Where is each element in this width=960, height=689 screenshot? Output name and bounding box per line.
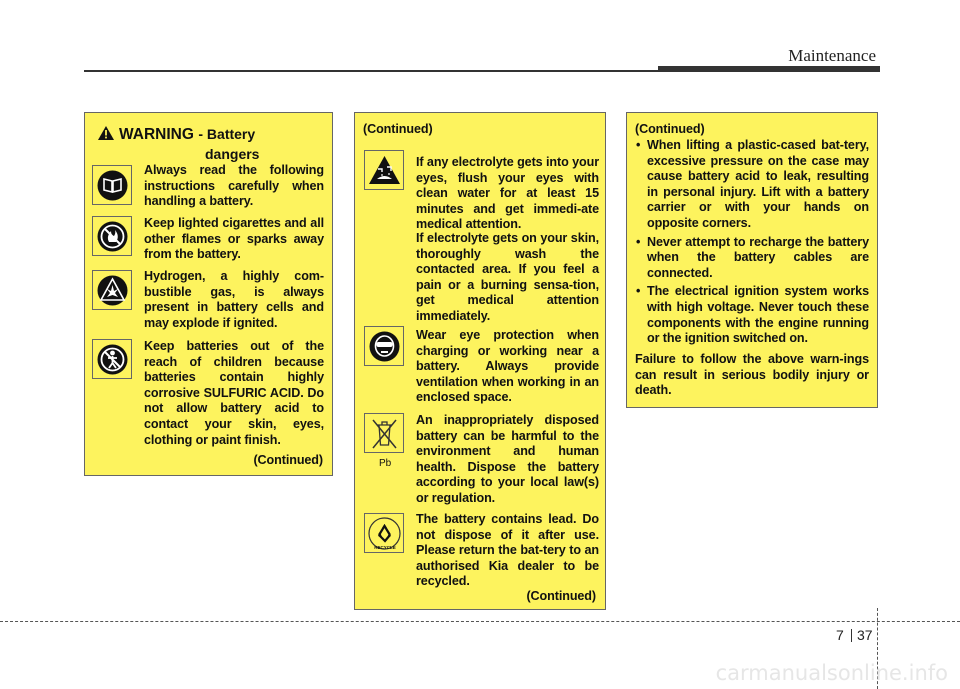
read-manual-icon <box>92 165 132 205</box>
warning-bullet-list <box>635 138 869 350</box>
no-flame-icon <box>92 216 132 256</box>
explosion-icon <box>92 270 132 310</box>
warning-text-children: Keep batteries out of the reach of children because batteries contain highly corrosive SULFURIC ACID. Do not allow battery acid to contact your skin, eyes, clothing or paint finish. <box>144 339 324 447</box>
pb-label: Pb <box>379 458 392 469</box>
warning-panel-3 <box>626 112 878 408</box>
bullet-ignition: • The electrical ignition system works with high voltage. Never touch these components with the engine running or the ignition switched on. <box>635 284 869 346</box>
electrolyte-skin-text: If electrolyte gets on your skin, thoroughly wash the contacted area. If you feel a pain or a burning sensa-tion, get medical attention immediately. <box>416 231 599 323</box>
continued-label-bottom: (Continued) <box>526 589 596 603</box>
warning-text-flames: Keep lighted cigarettes and all other flames or sparks away from the battery. <box>144 216 324 262</box>
bullet-recharge: • Never attempt to recharge the battery when the battery cables are connected. <box>635 235 869 282</box>
warning-text-hydrogen: Hydrogen, a highly com-bustible gas, is always present in battery cells and may explode if ignited. <box>144 269 324 330</box>
warning-panel-1 <box>84 112 333 476</box>
eye-protection-text: Wear eye protection when charging or working near a battery. Always provide ventilation when working in an enclosed space. <box>416 328 599 405</box>
warning-subject-line2: dangers <box>205 146 260 162</box>
section-title: Maintenance <box>788 46 876 65</box>
warning-word: WARNING <box>119 126 194 143</box>
bullet-lifting: • When lifting a plastic-cased bat-tery, excessive pressure on the case may cause battery acid to leak, resulting in personal injury. Lift with a battery carrier or with your hands on opposite corners. <box>635 138 869 232</box>
warning-panel-2 <box>354 112 606 610</box>
recycle-icon <box>364 513 404 553</box>
recycle-label: RECYCLE <box>374 545 396 550</box>
disposal-text: An inappropriately disposed battery can be harmful to the environment and human health. Dispose the battery according to your local law(s) or regulation. <box>416 413 599 505</box>
lead-recycle-text: The battery contains lead. Do not dispose of it after use. Please return the bat-tery to an authorised Kia dealer to be recycled. <box>416 512 599 589</box>
electrolyte-eyes-text: If any electrolyte gets into your eyes, flush your eyes with clean water for at least 15 minutes and get immedi-ate medical attention. <box>416 155 599 232</box>
watermark: carmanualsonline.info <box>715 661 948 685</box>
acid-corrosive-icon <box>364 150 404 190</box>
continued-label: (Continued) <box>253 453 323 467</box>
warning-text-read: Always read the following instructions carefully when handling a battery. <box>144 163 324 209</box>
warning-subject: - Battery <box>198 126 256 142</box>
warning-triangle-icon <box>97 125 115 146</box>
continued-label-top: (Continued) <box>635 122 705 136</box>
eye-protection-icon <box>364 326 404 366</box>
page-number-divider <box>851 629 852 642</box>
chapter-number: 7 <box>836 627 844 643</box>
keep-away-children-icon <box>92 339 132 379</box>
warning-footer-text: Failure to follow the above warn-ings can result in serious bodily injury or death. <box>635 352 869 398</box>
crossed-bin-icon <box>364 413 404 453</box>
header-rule-thick <box>658 66 880 72</box>
continued-label-top: (Continued) <box>363 122 433 136</box>
page-footer-dashed-line <box>0 621 960 622</box>
page-number: 37 <box>857 627 873 643</box>
warning-heading <box>97 125 327 164</box>
